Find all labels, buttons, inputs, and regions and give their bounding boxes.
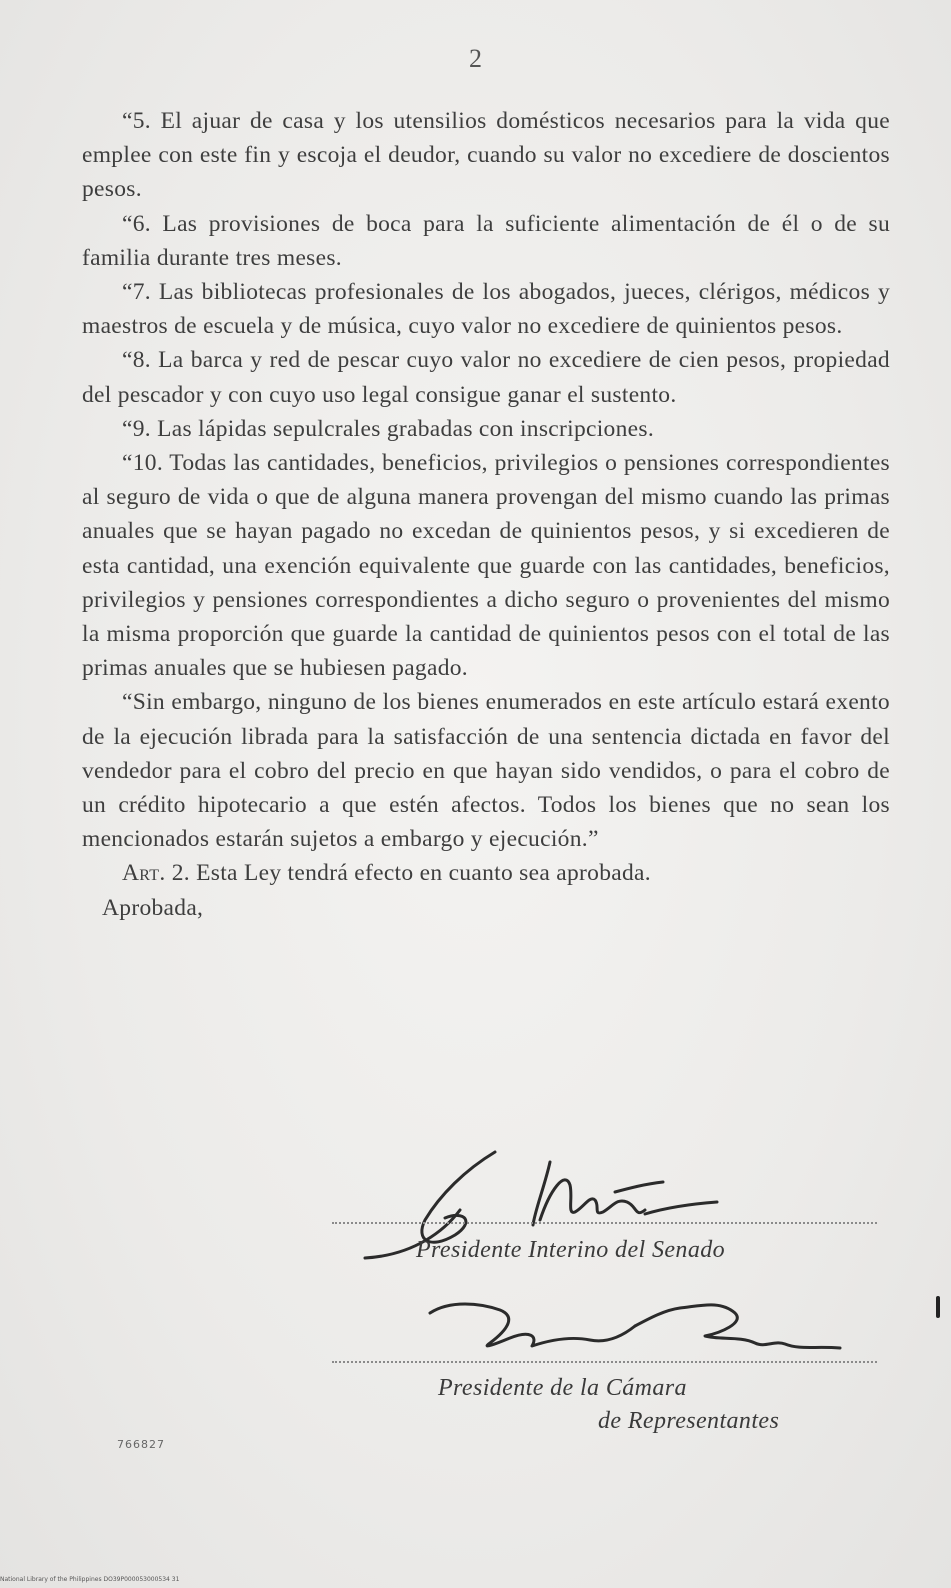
house-signature-line [332,1361,877,1363]
paragraph-item-5: “5. El ajuar de casa y los utensilios domésticos necesarios para la vida que emplee con este fin y escoja el deudor, cuando su valor no excediere de doscientos pesos. [82,108,890,203]
paragraph-item-8: “8. La barca y red de pescar cuyo valor no excediere de cien pesos, propiedad del pescador y con cuyo uso legal consigue ganar el sustento. [82,347,890,408]
article-2 [82,856,890,890]
paragraph-item-6: “6. Las provisiones de boca para la suficiente alimentación de él o de su familia durante tres meses. [82,210,890,271]
paragraph-item-7: “7. Las bibliotecas profesionales de los abogados, jueces, clérigos, médicos y maestros de escuela y de música, cuyo valor no excediere de quinientos pesos. [82,279,890,340]
senate-president-title: Presidente Interino del Senado [416,1237,726,1263]
house-signature-icon [420,1288,850,1368]
page-number: 2 [469,44,482,73]
print-code: 766827 [117,1438,165,1451]
senate-signature-line [332,1222,877,1224]
edge-mark [936,1296,940,1318]
paragraph-sin-embargo: “Sin embargo, ninguno de los bienes enumerados en este artículo estará exento de la ejecución librada para la satisfacción de una sentencia dictada en favor del vendedor para el cobro del precio en que hayan sido vendidos, o para el cobro de un crédito hipotecario a que estén afectos. Todos los bienes que no sean los mencionados estarán sujetos a embargo y ejecución.” [82,689,890,853]
house-president-title-line2: de Representantes [598,1408,780,1434]
article-text: 2. Esta Ley tendrá efecto en cuanto sea aprobada. [165,860,651,887]
article-label: Art. [122,860,166,887]
approved-label: Aprobada, [102,894,204,921]
house-president-title-line1: Presidente de la Cámara [438,1375,687,1401]
law-text-body [82,104,890,925]
paragraph-item-10: “10. Todas las cantidades, beneficios, privilegios o pensiones correspondientes al seguro de vida o que de alguna manera provengan del mismo cuando las primas anuales que se hayan pagado no excedan de quinientos pesos, y si excedieren de esta cantidad, una exención equivalente que guarde con las cantidades, beneficios, privilegios y pensiones correspondientes a dicho seguro o provenientes del mismo la misma proporción que guarde la cantidad de quinientos pesos con el total de las primas anuales que se hubiesen pagado. [82,450,890,682]
paragraph-item-9: “9. Las lápidas sepulcrales grabadas con inscripciones. [122,415,655,442]
library-footer: National Library of the Philippines DO39P000053000534 31 [0,1576,180,1583]
